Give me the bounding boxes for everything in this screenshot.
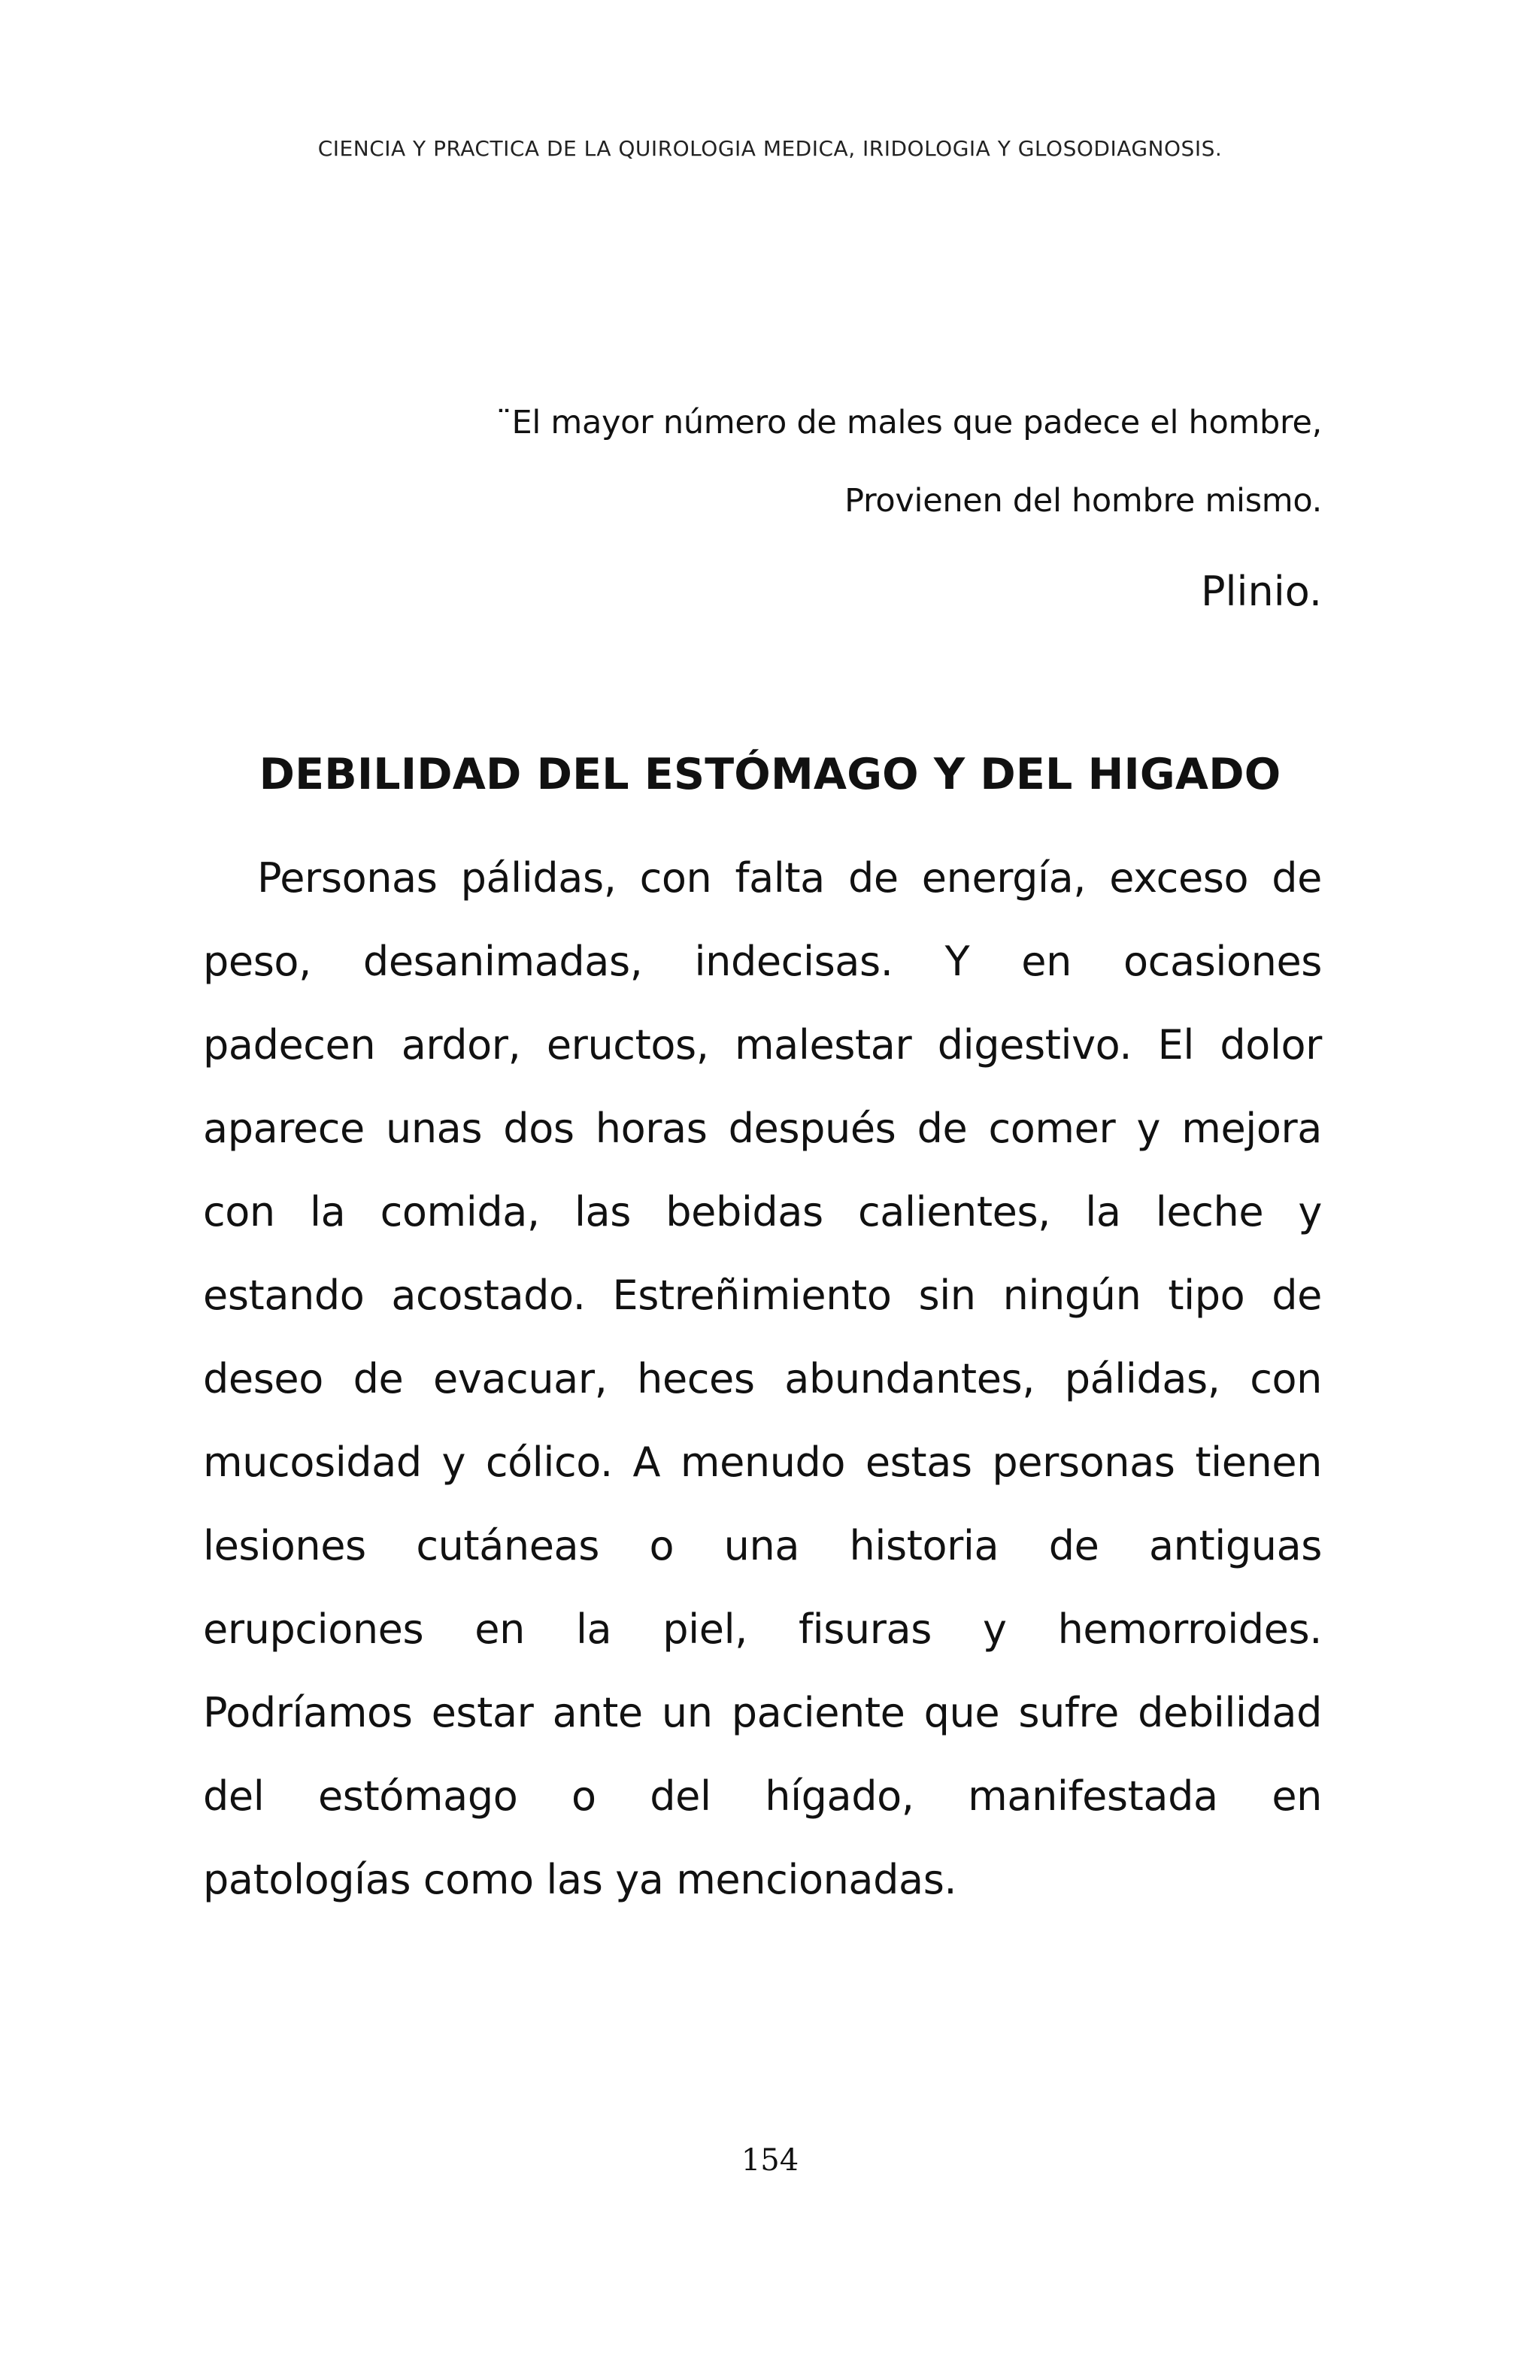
body-paragraph (203, 836, 1322, 1921)
paragraph-line: deseo de evacuar, heces abundantes, pálidas, con (203, 1355, 1322, 1402)
running-header: CIENCIA Y PRACTICA DE LA QUIROLOGIA MEDICA, IRIDOLOGIA Y GLOSODIAGNOSIS. (317, 136, 1223, 161)
section-heading: DEBILIDAD DEL ESTÓMAGO Y DEL HIGADO (259, 750, 1281, 799)
paragraph-line: padecen ardor, eructos, malestar digestivo. El dolor (203, 1021, 1322, 1069)
paragraph-line: erupciones en la piel, fisuras y hemorroides. (203, 1605, 1322, 1653)
page-number: 154 (741, 2143, 799, 2178)
paragraph-line: aparece unas dos horas después de comer y mejora (203, 1105, 1322, 1152)
paragraph-line: patologías como las ya mencionadas. (203, 1856, 957, 1903)
epigraph-line: Provienen del hombre mismo. (844, 482, 1322, 520)
paragraph-line: mucosidad y cólico. A menudo estas personas tienen (203, 1439, 1322, 1486)
paragraph-line: lesiones cutáneas o una historia de antiguas (203, 1522, 1322, 1569)
paragraph-line: del estómago o del hígado, manifestada en (203, 1772, 1322, 1820)
paragraph-line: con la comida, las bebidas calientes, la leche y (203, 1188, 1322, 1235)
paragraph-line: estando acostado. Estreñimiento sin ningún tipo de (203, 1272, 1322, 1319)
paragraph-line: peso, desanimadas, indecisas. Y en ocasiones (203, 938, 1322, 985)
epigraph-line: ¨El mayor número de males que padece el hombre, (496, 404, 1322, 441)
paragraph-line: Personas pálidas, con falta de energía, exceso de (257, 854, 1322, 902)
epigraph (269, 384, 1322, 641)
paragraph-line: Podríamos estar ante un paciente que sufre debilidad (203, 1689, 1322, 1736)
epigraph-author: Plinio. (1200, 568, 1322, 615)
